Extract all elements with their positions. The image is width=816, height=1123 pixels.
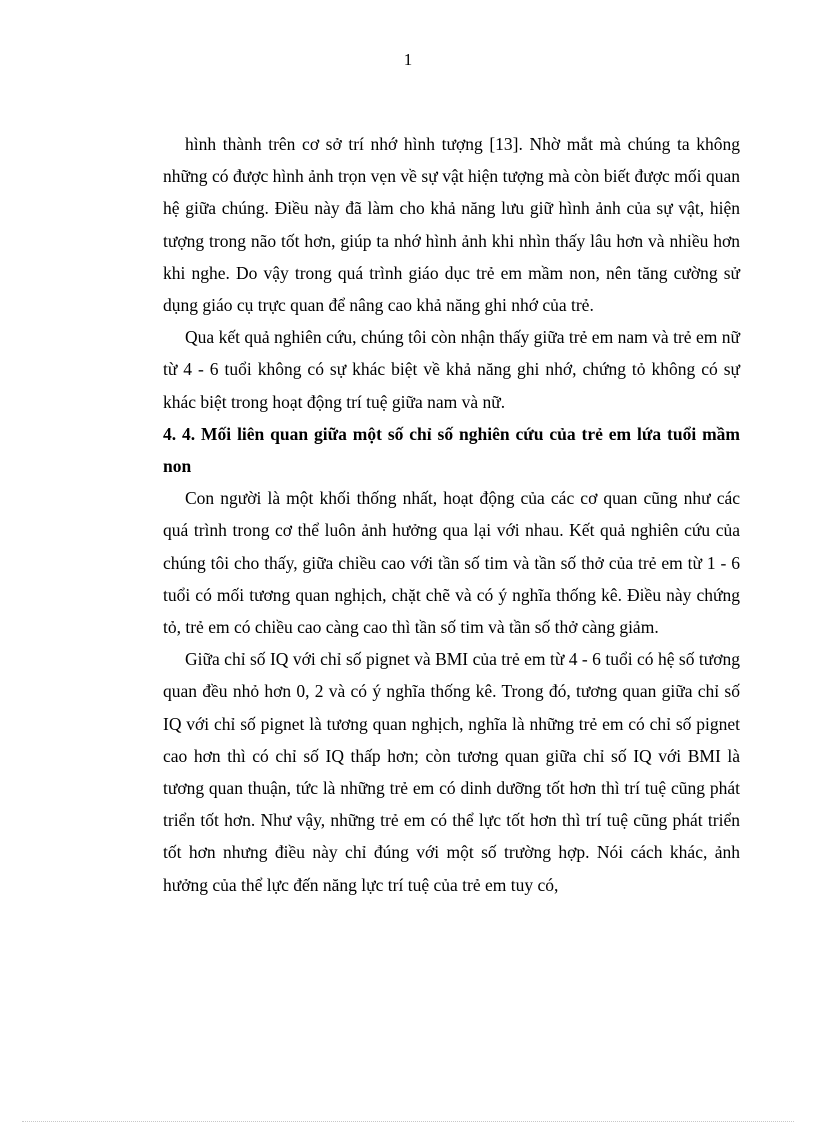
document-body: [163, 128, 740, 901]
page-bottom-border: [22, 1121, 794, 1122]
paragraph-memory-visual: hình thành trên cơ sở trí nhớ hình tượng [13]. Nhờ mắt mà chúng ta không những có được hình ảnh trọn vẹn về sự vật hiện tượng mà còn biết được mối quan hệ giữa chúng. Điều này đã làm cho khả năng lưu giữ hình ảnh của sự vật, hiện tượng trong não tốt hơn, giúp ta nhớ hình ảnh khi nhìn thấy lâu hơn và nhiều hơn khi nghe. Do vậy trong quá trình giáo dục trẻ em mầm non, nên tăng cường sử dụng giáo cụ trực quan để nâng cao khả năng ghi nhớ của trẻ.: [163, 134, 740, 316]
paragraph-height-heart-rate: Con người là một khối thống nhất, hoạt động của các cơ quan cũng như các quá trình trong cơ thể luôn ảnh hưởng qua lại với nhau. Kết quả nghiên cứu của chúng tôi cho thấy, giữa chiều cao với tần số tim và tần số thở của trẻ em từ 1 - 6 tuổi có mối tương quan nghịch, chặt chẽ và có ý nghĩa thống kê. Điều này chứng tỏ, trẻ em có chiều cao càng cao thì tần số tim và tần số thở càng giảm.: [163, 488, 740, 638]
paragraph-gender-memory: Qua kết quả nghiên cứu, chúng tôi còn nhận thấy giữa trẻ em nam và trẻ em nữ từ 4 - 6 tuổi không có sự khác biệt về khả năng ghi nhớ, chứng tỏ không có sự khác biệt trong hoạt động trí tuệ giữa nam và nữ.: [163, 327, 740, 412]
page-number: 1: [403, 50, 413, 69]
paragraph-iq-correlation: Giữa chỉ số IQ với chỉ số pignet và BMI của trẻ em từ 4 - 6 tuổi có hệ số tương quan đều nhỏ hơn 0, 2 và có ý nghĩa thống kê. Trong đó, tương quan giữa chỉ số IQ với chỉ số pignet là tương quan nghịch, nghĩa là những trẻ em có chỉ số pignet cao hơn thì có chỉ số IQ thấp hơn; còn tương quan giữa chỉ số IQ với BMI là tương quan thuận, tức là những trẻ em có dinh dưỡng tốt hơn thì trí tuệ cũng phát triển tốt hơn. Như vậy, những trẻ em có thể lực tốt hơn thì trí tuệ cũng phát triển tốt hơn nhưng điều này chỉ đúng với một số trường hợp. Nói cách khác, ảnh hưởng của thể lực đến năng lực trí tuệ của trẻ em tuy có,: [163, 649, 740, 895]
section-heading: 4. 4. Mối liên quan giữa một số chỉ số nghiên cứu của trẻ em lứa tuổi mầm non: [163, 423, 740, 477]
